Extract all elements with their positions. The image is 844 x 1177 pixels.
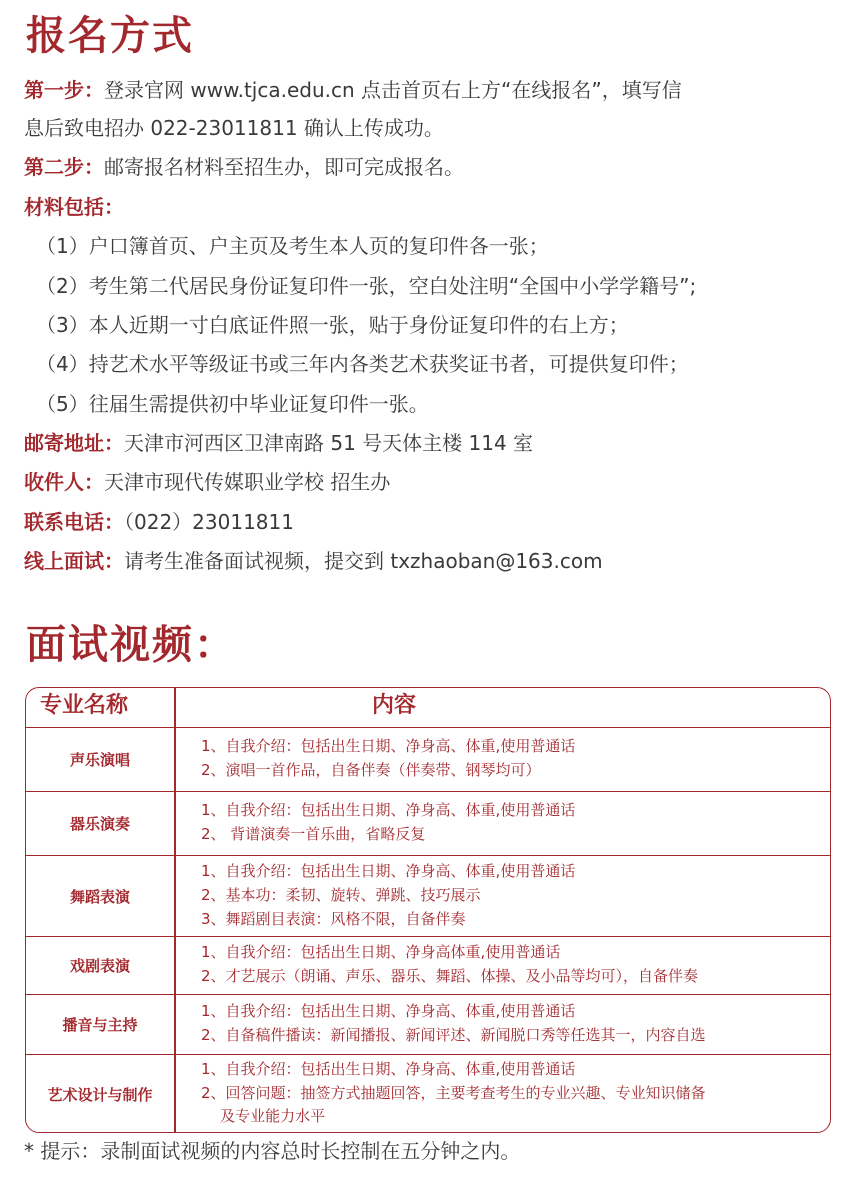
row-category: 器乐演奏 bbox=[69, 815, 130, 833]
phone-line bbox=[24, 512, 294, 532]
address-text: 天津市河西区卫津南路 51 号天体主楼 114 室 bbox=[124, 431, 534, 455]
online-text: 请考生准备面试视频，提交到 txzhaoban@163.com bbox=[124, 549, 603, 573]
material-item: （1）户口簿首页、户主页及考生本人页的复印件各一张； bbox=[36, 234, 549, 258]
phone-text: （022）23011811 bbox=[124, 510, 294, 534]
online-line bbox=[24, 551, 603, 571]
material-item: （5）往届生需提供初中毕业证复印件一张。 bbox=[36, 392, 429, 416]
section-title-video: 面试视频： bbox=[26, 622, 236, 668]
phone-label: 联系电话： bbox=[24, 510, 124, 534]
step1-text: 登录官网 www.tjca.edu.cn 点击首页右上方“在线报名”，填写信 bbox=[104, 78, 682, 102]
recipient-label: 收件人： bbox=[24, 470, 104, 494]
material-item: （2）考生第二代居民身份证复印件一张，空白处注明“全国中小学学籍号”; bbox=[36, 274, 697, 298]
materials-label: 材料包括： bbox=[24, 195, 124, 219]
row-category: 戏剧表演 bbox=[69, 957, 130, 975]
step1-label: 第一步： bbox=[24, 78, 104, 102]
table-row bbox=[26, 995, 830, 1055]
step2-line bbox=[24, 157, 464, 177]
material-item: （3）本人近期一寸白底证件照一张，贴于身份证复印件的右上方； bbox=[36, 313, 629, 337]
row-category: 播音与主持 bbox=[62, 1016, 138, 1034]
row-line: 2、 背谱演奏一首乐曲，省略反复 bbox=[201, 825, 426, 843]
row-line: 1、自我介绍：包括出生日期、净身高体重,使用普通话 bbox=[201, 943, 561, 961]
section-title-registration: 报名方式 bbox=[26, 13, 194, 59]
row-line: 2、回答问题：抽签方式抽题回答，主要考查考生的专业兴趣、专业知识储备 bbox=[201, 1084, 706, 1102]
row-line: 1、自我介绍：包括出生日期、净身高、体重,使用普通话 bbox=[201, 862, 576, 880]
step2-label: 第二步： bbox=[24, 155, 104, 179]
address-line bbox=[24, 433, 533, 453]
header-content: 内容 bbox=[372, 693, 417, 718]
row-category: 声乐演唱 bbox=[69, 751, 130, 769]
material-item: （4）持艺术水平等级证书或三年内各类艺术获奖证书者，可提供复印件； bbox=[36, 352, 689, 376]
online-label: 线上面试： bbox=[24, 549, 124, 573]
interview-table bbox=[25, 687, 831, 1133]
row-line: 2、基本功：柔韧、旋转、弹跳、技巧展示 bbox=[201, 886, 481, 904]
step2-text: 邮寄报名材料至招生办，即可完成报名。 bbox=[104, 155, 464, 179]
header-major: 专业名称 bbox=[40, 693, 129, 718]
recipient-line bbox=[24, 472, 390, 492]
step1-line bbox=[24, 80, 682, 100]
footnote: * 提示：录制面试视频的内容总时长控制在五分钟之内。 bbox=[24, 1139, 521, 1163]
row-line: 2、自备稿件播读：新闻播报、新闻评述、新闻脱口秀等任选其一，内容自选 bbox=[201, 1026, 706, 1044]
row-line: 3、舞蹈剧目表演：风格不限，自备伴奏 bbox=[201, 910, 466, 928]
table-row bbox=[26, 937, 830, 995]
row-category: 舞蹈表演 bbox=[69, 887, 130, 906]
row-line: 1、自我介绍：包括出生日期、净身高、体重,使用普通话 bbox=[201, 1060, 576, 1078]
recipient-text: 天津市现代传媒职业学校 招生办 bbox=[104, 470, 391, 494]
address-label: 邮寄地址： bbox=[24, 431, 124, 455]
row-category: 艺术设计与制作 bbox=[47, 1086, 153, 1104]
table-row bbox=[26, 856, 830, 937]
table-row bbox=[26, 792, 830, 856]
row-line: 2、才艺展示（朗诵、声乐、器乐、舞蹈、体操、及小品等均可），自备伴奏 bbox=[201, 967, 699, 985]
step1-line-2: 息后致电招办 022-23011811 确认上传成功。 bbox=[24, 116, 444, 140]
row-line: 1、自我介绍：包括出生日期、净身高、体重,使用普通话 bbox=[201, 1002, 576, 1020]
row-line: 1、自我介绍：包括出生日期、净身高、体重,使用普通话 bbox=[201, 801, 576, 819]
row-line: 2、演唱一首作品，自备伴奏（伴奏带、钢琴均可） bbox=[201, 761, 541, 779]
table-header bbox=[26, 688, 830, 728]
table-row bbox=[26, 728, 830, 792]
row-line: 1、自我介绍：包括出生日期、净身高、体重,使用普通话 bbox=[201, 737, 576, 755]
row-line: 及专业能力水平 bbox=[201, 1107, 326, 1125]
table-row bbox=[26, 1055, 830, 1133]
